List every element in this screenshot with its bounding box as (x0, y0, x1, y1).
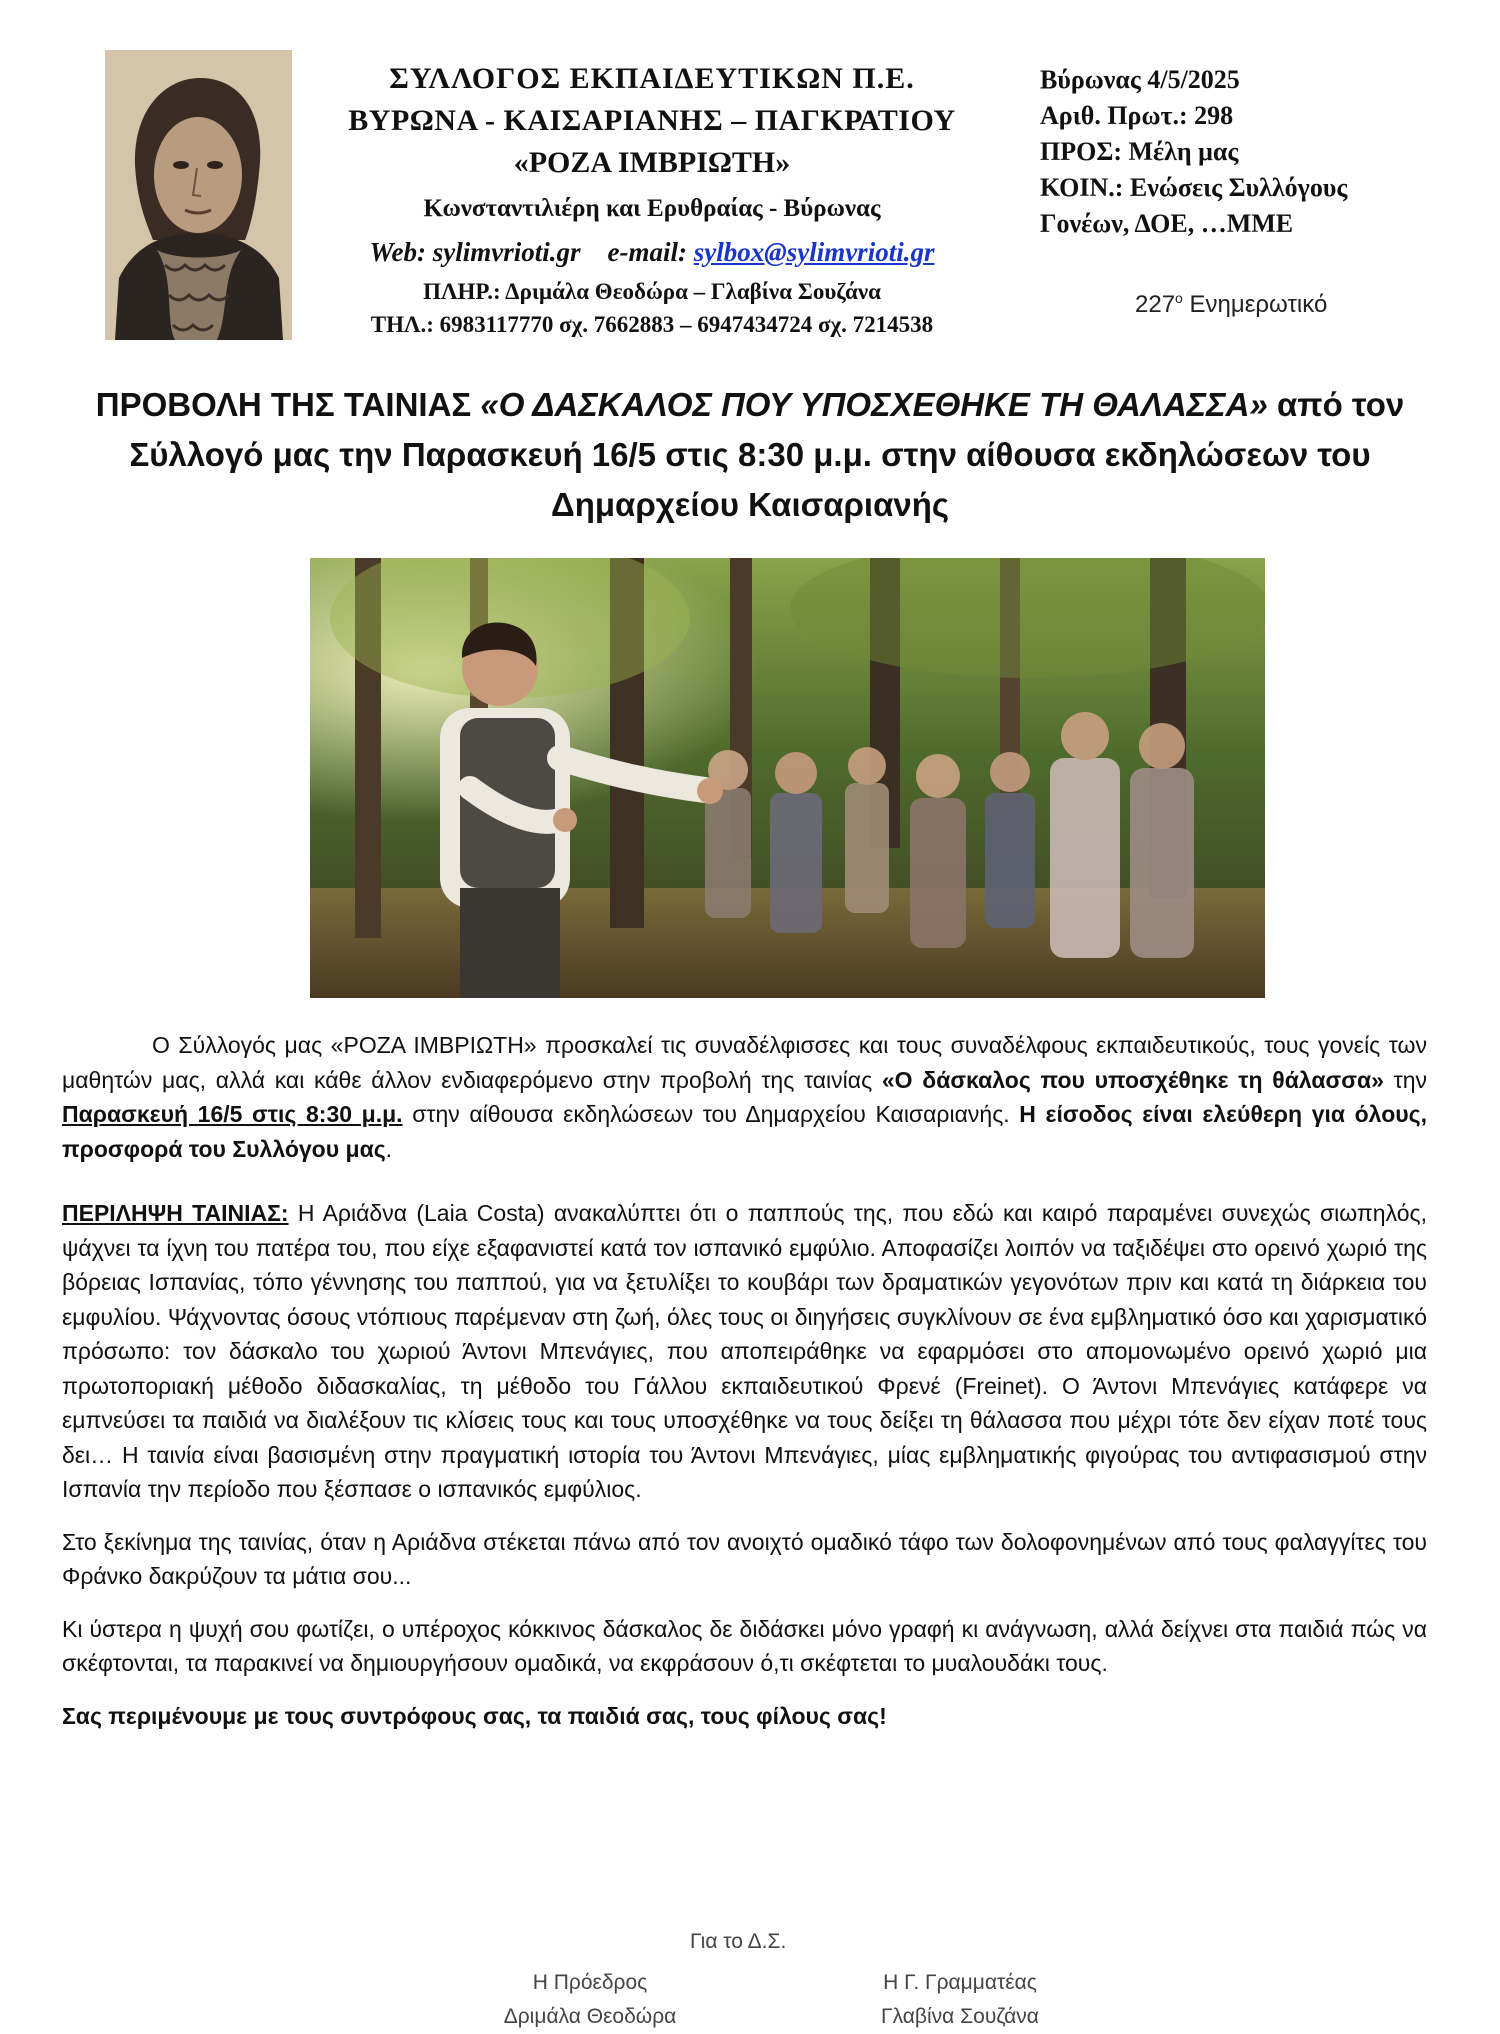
bulletin-text: Ενημερωτικό (1182, 291, 1328, 318)
announcement-title (40, 380, 1460, 530)
email-link[interactable]: sylbox@sylimvrioti.gr (693, 237, 935, 267)
summary-paragraph (62, 1196, 1427, 1507)
org-name-line2: ΒΥΡΩΝΑ - ΚΑΙΣΑΡΙΑΝΗΣ – ΠΑΓΚΡΑΤΙΟΥ (348, 104, 956, 137)
film-still-image (310, 558, 1265, 998)
p1-free-entry: Η είσοδος είναι ελεύθερη για όλους, προσφορά του Συλλόγου μας (62, 1101, 1427, 1162)
title-post: από τον Σύλλογό μας την Παρασκευή 16/5 στις 8:30 μ.μ. στην αίθουσα εκδηλώσεων του Δημαρχείου Καισαριανής (129, 386, 1405, 523)
meta-cc-line1: ΚΟΙΝ.: Ενώσεις Συλλόγους (1040, 173, 1348, 202)
closing-paragraph: Σας περιμένουμε με τους συντρόφους σας, τα παιδιά σας, τους φίλους σας! (62, 1702, 887, 1729)
p1-end: . (385, 1135, 393, 1162)
p1-text-b: την (1383, 1066, 1427, 1093)
portrait-photo (105, 50, 292, 340)
p1-film-title: «Ο δάσκαλος που υποσχέθηκε τη θάλασσα» (881, 1066, 1384, 1093)
signature-heading: Για το Δ.Σ. (690, 1930, 787, 1953)
announcement-body (62, 1028, 1427, 1733)
summary-text: Η Αριάδνα (Laia Costa) ανακαλύπτει ότι ο παππούς της, που εδώ και καιρό παραμένει συνεχώς σιωπηλός, ψάχνει τα ίχνη του πατέρα του, που είχε εξαφανιστεί κατά τον ισπανικό εμφύλιο. Αποφασίζει λοιπόν να ταξιδέψει στο ορεινό χωριό της βόρειας Ισπανίας, τόπο γέννησης του παππού, για να ξετυλίξει το κουβάρι των δραματικών γεγονότων πριν και κατά τη διάρκεια του εμφυλίου. Ψάχνοντας όσους ντόπιους παρέμεναν στη ζωή, όλες τους οι διηγήσεις συγκλίνουν σε ένα εμβληματικό όσο και χαρισματικό πρόσωπο: τον δάσκαλο του χωριού Άντονι Μπενάγιες, που αποπειράθηκε να εφαρμόσει στο απομονωμένο ορεινό χωριό μια πρωτοποριακή μέθοδο διδασκαλίας, τη μέθοδο του Γάλλου εκπαιδευτικού Φρενέ (Freinet). Ο Άντονι Μπενάγιες κατάφερε να εμπνεύσει τα παιδιά να διαλέξουν τις κλίσεις τους και τους υποσχέθηκε να τους δείξει τη θάλασσα που μέχρι τότε δεν είχαν ποτέ τους δει… Η ταινία είναι βασισμένη στην πραγματική ιστορία του Άντονι Μπενάγιες, μίας εμβληματικής φιγούρας του αντιφασισμού στην Ισπανία την περίοδο που ξέσπασε ο ισπανικός εμφύλιος. (62, 1200, 1428, 1502)
p1-date: Παρασκευή 16/5 στις 8:30 μ.μ. (62, 1101, 403, 1127)
org-contact-persons: ΠΛΗΡ.: Δριμάλα Θεοδώρα – Γλαβίνα Σουζάνα (423, 279, 881, 304)
signature-secretary (830, 1966, 1090, 2034)
web-label: Web: sylimvrioti.gr (369, 237, 581, 267)
email-label: e-mail: (607, 237, 687, 267)
document-meta (1040, 62, 1460, 242)
president-name: Δριμάλα Θεοδώρα (503, 2005, 677, 2028)
summary-label: ΠΕΡΙΛΗΨΗ ΤΑΙΝΙΑΣ: (62, 1200, 289, 1226)
org-name-line1: ΣΥΛΛΟΓΟΣ ΕΚΠΑΙΔΕΥΤΙΚΩΝ Π.Ε. (389, 62, 915, 95)
paragraph-teacher: Κι ύστερα η ψυχή σου φωτίζει, ο υπέροχος κόκκινος δάσκαλος δε διδάσκει μόνο γραφή κι ανάγνωση, αλλά δείχνει στα παιδιά πώς να σκέφτονται, τα παρακινεί να δημιουργήσουν ομαδικά, να εκφράσουν ό,τι σκέφτεται το μυαλουδάκι τους. (62, 1615, 1427, 1676)
p1-text-a: Ο Σύλλογός μας «ΡΟΖΑ ΙΜΒΡΙΩΤΗ» προσκαλεί τις συναδέλφισσες και τους συναδέλφους εκπαιδευτικούς, τους γονείς των μαθητών μας, αλλά και κάθε άλλον ενδιαφερόμενο στην προβολή της ταινίας (62, 1032, 1427, 1093)
meta-cc-line2: Γονέων, ΔΟΕ, …ΜΜΕ (1040, 209, 1294, 238)
meta-date: Βύρωνας 4/5/2025 (1040, 65, 1240, 94)
bulletin-number (1135, 290, 1327, 319)
meta-protocol: Αριθ. Πρωτ.: 298 (1040, 101, 1234, 130)
president-role: Η Πρόεδρος (532, 1971, 648, 1994)
meta-to: ΠΡΟΣ: Μέλη μας (1040, 137, 1239, 166)
org-phones: ΤΗΛ.: 6983117770 σχ. 7662883 – 6947434724 σχ. 7214538 (370, 312, 934, 337)
invitation-paragraph (62, 1028, 1427, 1166)
bulletin-sup: ο (1175, 290, 1183, 306)
paragraph-opening: Στο ξεκίνημα της ταινίας, όταν η Αριάδνα στέκεται πάνω από τον ανοιχτό ομαδικό τάφο των δολοφονημένων από τους φαλαγγίτες του Φράνκο δακρύζουν τα μάτια σου... (62, 1528, 1427, 1589)
secretary-role: Η Γ. Γραμματέας (883, 1971, 1037, 1994)
org-contact-web (292, 237, 1012, 268)
org-address: Κωνσταντιλιέρη και Ερυθραίας - Βύρωνας (423, 195, 881, 222)
org-name-line3: «ΡΟΖΑ ΙΜΒΡΙΩΤΗ» (513, 146, 791, 179)
secretary-name: Γλαβίνα Σουζάνα (881, 2005, 1039, 2028)
title-pre: ΠΡΟΒΟΛΗ ΤΗΣ ΤΑΙΝΙΑΣ (95, 386, 481, 423)
signature-president (470, 1966, 710, 2034)
title-film: «Ο ΔΑΣΚΑΛΟΣ ΠΟΥ ΥΠΟΣΧΕΘΗΚΕ ΤΗ ΘΑΛΑΣΣΑ» (480, 386, 1268, 423)
p1-text-c: στην αίθουσα εκδηλώσεων του Δημαρχείου Καισαριανής. (402, 1101, 1020, 1127)
bulletin-num: 227 (1135, 291, 1176, 318)
